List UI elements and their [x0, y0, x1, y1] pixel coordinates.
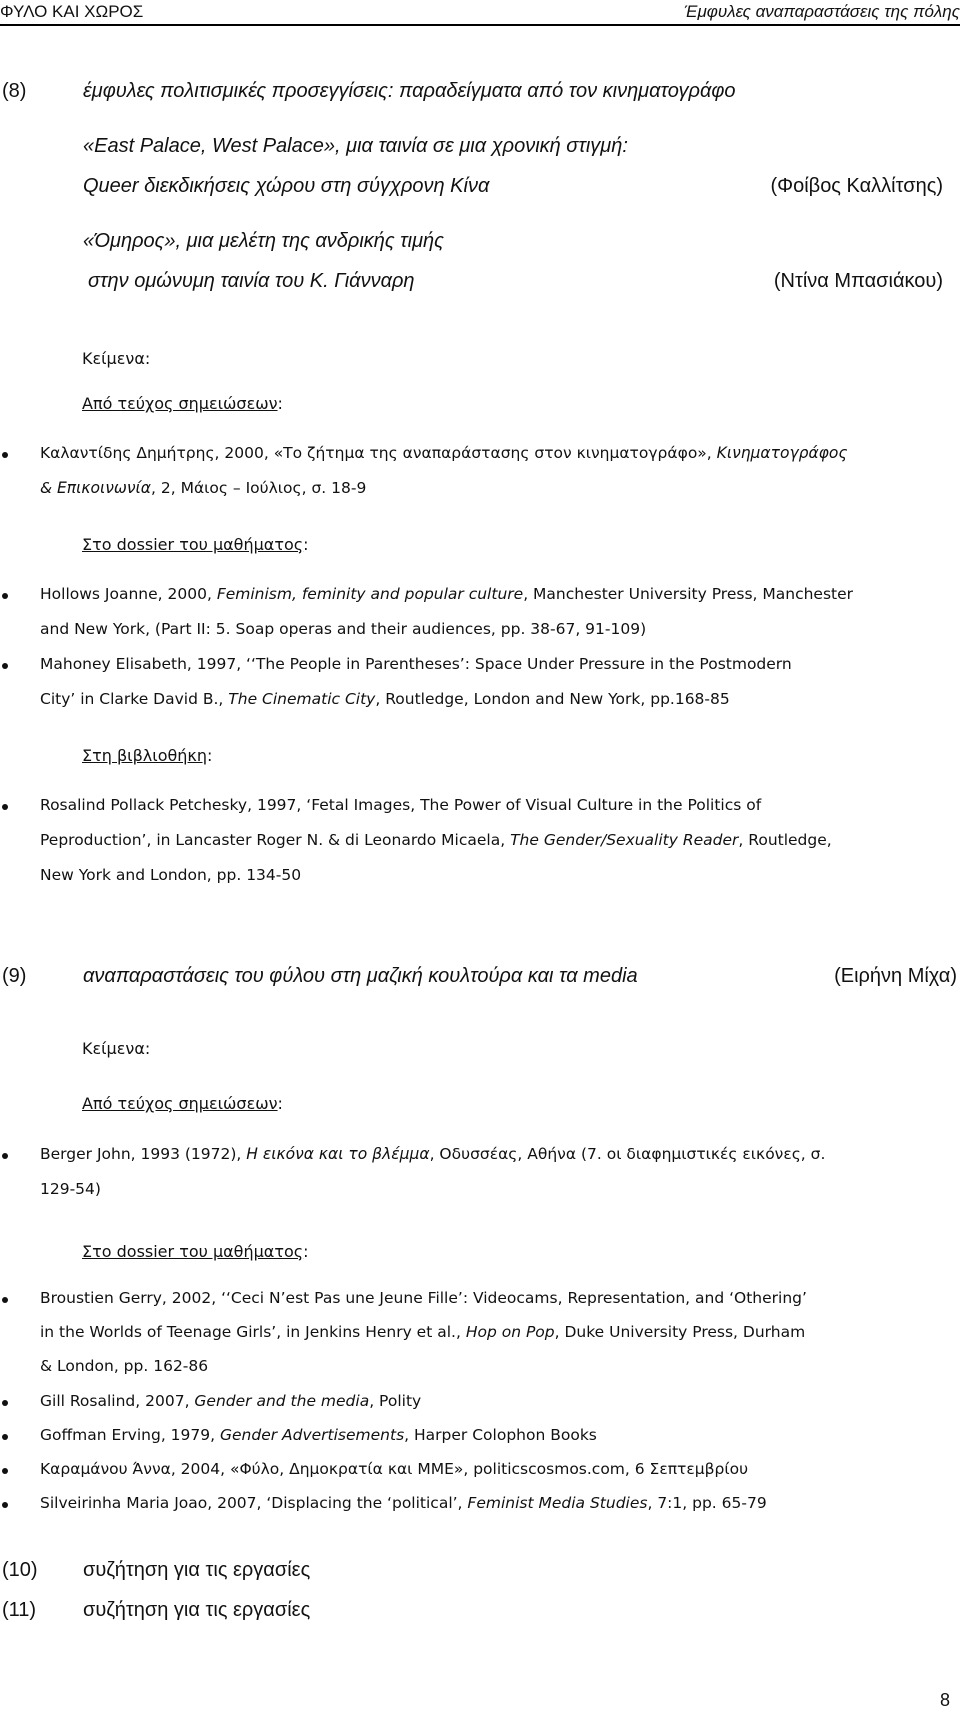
notes-label-text: Από τεύχος σημειώσεων: [82, 1094, 278, 1113]
talk-title: «East Palace, West Palace», μια ταινία σε μια χρονική στιγμή:: [83, 135, 628, 157]
bullet: [2, 804, 8, 810]
texts-label: Κείμενα:: [82, 349, 151, 368]
bullet: [2, 1434, 8, 1440]
reference-line: Silveirinha Maria Joao, 2007, ‘Displacing the ‘political’, Feminist Media Studies, 7:1, pp. 65-79: [40, 1494, 767, 1512]
reference-line: Broustien Gerry, 2002, ‘‘Ceci N’est Pas une Jeune Fille’: Videocams, Representation, and ‘Othering’: [40, 1289, 807, 1307]
reference-line: Hollows Joanne, 2000, Feminism, feminity and popular culture, Manchester University Press, Manchester: [40, 585, 854, 603]
library-label-text: Στη βιβλιοθήκη: [82, 746, 207, 765]
dossier-label-text: Στο dossier του μαθήματος: [82, 535, 304, 554]
bullet: [2, 593, 8, 599]
reference-line: and New York, (Part II: 5. Soap operas and their audiences, pp. 38-67, 91-109): [40, 620, 647, 638]
reference-line: 129-54): [40, 1180, 101, 1198]
reference-line: & Επικοινωνία, 2, Μάιος – Ιούλιος, σ. 18-9: [40, 479, 367, 497]
reference-line: Καλαντίδης Δημήτρης, 2000, «Το ζήτημα της αναπαράστασης στον κινηματογράφο», Κινηματογράφος: [40, 444, 848, 462]
running-header-left: ΦΥΛΟ ΚΑΙ ΧΩΡΟΣ: [0, 2, 144, 21]
bullet: [2, 1468, 8, 1474]
library-label: Στη βιβλιοθήκη:: [82, 746, 213, 765]
bullet: [2, 663, 8, 669]
talk-title: στην ομώνυμη ταινία του Κ. Γιάνναρη: [88, 270, 415, 292]
running-header-right: Έμφυλες αναπαραστάσεις της πόλης: [684, 2, 960, 21]
reference-line: New York and London, pp. 134-50: [40, 866, 302, 884]
talk-author: (Ντίνα Μπασιάκου): [773, 270, 943, 292]
texts-label: Κείμενα:: [82, 1039, 151, 1058]
reference-line: Rosalind Pollack Petchesky, 1997, ‘Fetal Images, The Power of Visual Culture in the Politics of: [40, 796, 762, 814]
session-number: (11): [2, 1599, 37, 1621]
bullet: [2, 1502, 8, 1508]
session-author: (Ειρήνη Μίχα): [834, 965, 957, 987]
bullet: [2, 1153, 8, 1159]
session-number: (10): [2, 1559, 38, 1581]
talk-title: Queer διεκδικήσεις χώρου στη σύγχρονη Κίνα: [83, 175, 490, 197]
reference-line: Gill Rosalind, 2007, Gender and the media, Polity: [40, 1392, 422, 1410]
session-title: συζήτηση για τις εργασίες: [83, 1599, 311, 1621]
dossier-label: Στο dossier του μαθήματος:: [82, 1242, 309, 1261]
reference-line: & London, pp. 162-86: [40, 1357, 209, 1375]
notes-label: Από τεύχος σημειώσεων:: [82, 1094, 283, 1113]
session-title: αναπαραστάσεις του φύλου στη μαζική κουλτούρα και τα media: [83, 965, 638, 987]
bullet: [2, 1400, 8, 1406]
reference-line: Goffman Erving, 1979, Gender Advertisements, Harper Colophon Books: [40, 1426, 597, 1444]
notes-label: Από τεύχος σημειώσεων:: [82, 394, 283, 413]
dossier-label: Στο dossier του μαθήματος:: [82, 535, 309, 554]
reference-line: Berger John, 1993 (1972), Η εικόνα και το βλέμμα, Οδυσσέας, Αθήνα (7. οι διαφημιστικές εικόνες, σ.: [40, 1145, 826, 1163]
dossier-label-text: Στο dossier του μαθήματος: [82, 1242, 304, 1261]
talk-title: «Όμηρος», μια μελέτη της ανδρικής τιμής: [83, 230, 444, 252]
reference-line: in the Worlds of Teenage Girls’, in Jenkins Henry et al., Hop on Pop, Duke University Press, Durham: [40, 1323, 806, 1341]
reference-line: Mahoney Elisabeth, 1997, ‘‘The People in Parentheses’: Space Under Pressure in the Postmodern: [40, 655, 792, 673]
talk-author: (Φοίβος Καλλίτσης): [770, 175, 943, 197]
reference-line: Peproduction’, in Lancaster Roger N. & di Leonardo Micaela, The Gender/Sexuality Reader, Routledge,: [40, 831, 832, 849]
page-number: 8: [939, 1690, 950, 1710]
header-rule: [0, 24, 960, 26]
reference-line: Καραμάνου Άννα, 2004, «Φύλο, Δημοκρατία και ΜΜΕ», politicscosmos.com, 6 Σεπτεμβρίου: [40, 1460, 749, 1478]
session-title: έμφυλες πολιτισμικές προσεγγίσεις: παραδείγματα από τον κινηματογράφο: [83, 80, 736, 102]
bullet: [2, 1297, 8, 1303]
notes-label-text: Από τεύχος σημειώσεων: [82, 394, 278, 413]
session-number: (9): [2, 965, 27, 987]
session-number: (8): [2, 80, 27, 102]
session-title: συζήτηση για τις εργασίες: [83, 1559, 311, 1581]
bullet: [2, 452, 8, 458]
reference-line: City’ in Clarke David B., The Cinematic City, Routledge, London and New York, pp.168-85: [40, 690, 730, 708]
